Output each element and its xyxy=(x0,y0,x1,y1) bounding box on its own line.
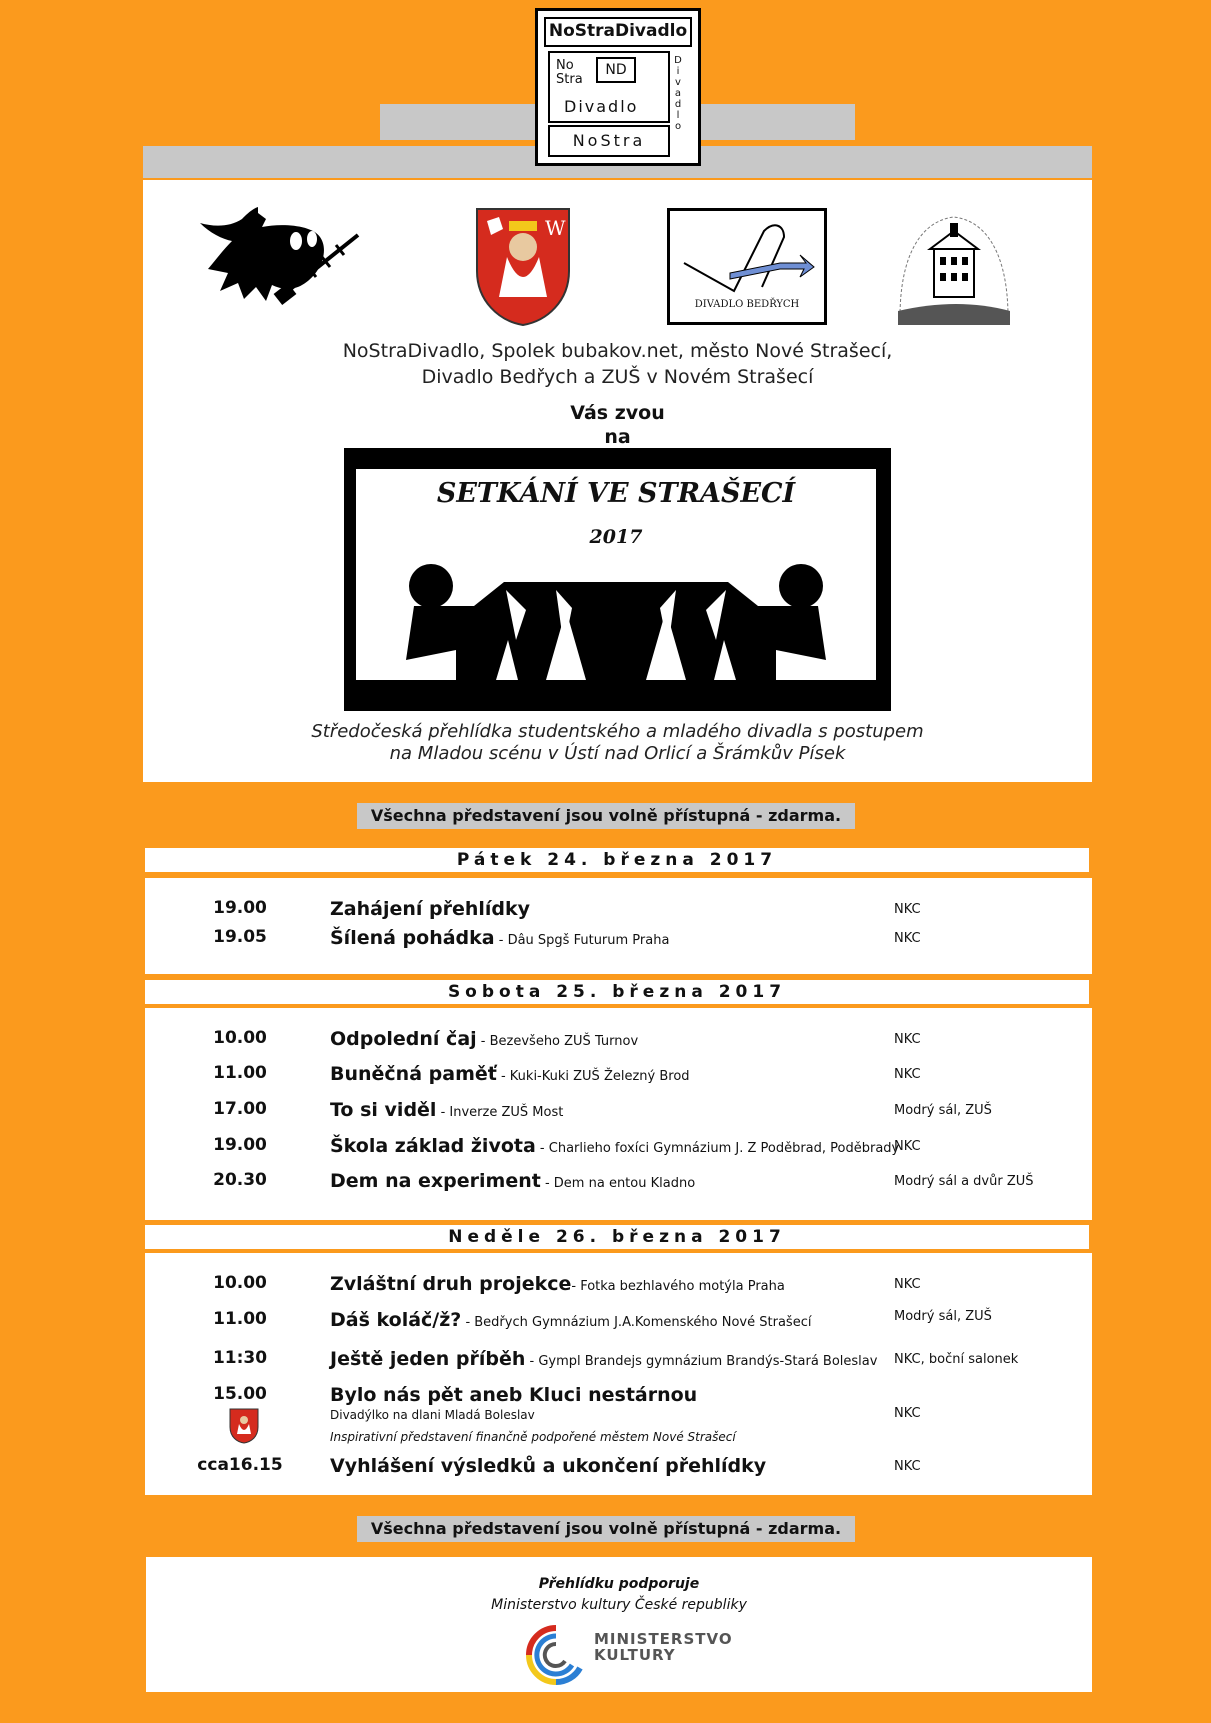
event-title: Bylo nás pět aneb Kluci nestárnou xyxy=(330,1384,698,1406)
divadlo-bedrych-logo xyxy=(667,208,827,325)
event-title: Dáš koláč/ž? - Bedřych Gymnázium J.A.Komenského Nové Strašecí xyxy=(330,1309,812,1331)
coat-of-arms-icon xyxy=(475,207,571,327)
invite-text: Vás zvou na xyxy=(570,402,665,448)
event-place: NKC xyxy=(894,902,921,917)
event-time: 19.00 xyxy=(213,1135,267,1155)
event-time: 15.00 xyxy=(213,1384,267,1404)
schedule-saturday xyxy=(145,1008,1092,1220)
poster-year: 2017 xyxy=(589,526,643,548)
event-place: NKC xyxy=(894,1459,921,1474)
event-time: 20.30 xyxy=(213,1170,267,1190)
event-title: Odpolední čaj - Bezevšeho ZUŠ Turnov xyxy=(330,1028,639,1050)
event-time: 19.05 xyxy=(213,927,267,947)
event-place: Modrý sál, ZUŠ xyxy=(894,1103,992,1118)
coat-of-arms-small-icon xyxy=(229,1408,259,1444)
event-place: NKC xyxy=(894,1067,921,1082)
event-place: NKC xyxy=(894,1406,921,1421)
event-place: NKC, boční salonek xyxy=(894,1352,1019,1367)
organizers-text: NoStraDivadlo, Spolek bubakov.net, město Nové Strašecí, Divadlo Bedřych a ZUŠ v Novém Strašecí xyxy=(342,340,893,388)
schedule-friday xyxy=(145,878,1092,974)
event-place: NKC xyxy=(894,1032,921,1047)
logo-no-stra: No Stra xyxy=(556,58,583,87)
event-place: NKC xyxy=(894,931,921,946)
event-title: Zahájení přehlídky xyxy=(330,898,531,920)
support-title: Přehlídku podporuje xyxy=(538,1576,700,1592)
event-time: 10.00 xyxy=(213,1028,267,1048)
ministry-of-culture-logo-icon xyxy=(525,1624,587,1686)
event-group: Divadýlko na dlani Mladá Boleslav xyxy=(330,1408,535,1422)
logo-nd: ND xyxy=(596,57,636,83)
event-title: Zvláštní druh projekce- Fotka bezhlavého motýla Praha xyxy=(330,1273,785,1295)
logo-title: NoStraDivadlo xyxy=(544,17,692,47)
logo-nostra: NoStra xyxy=(548,125,670,157)
event-time: 11:30 xyxy=(212,1348,268,1368)
event-place: NKC xyxy=(894,1139,921,1154)
festival-subtitle: Středočeská přehlídka studentského a mladého divadla s postupem na Mladou scénu v Ústí nad Orlicí a Šrámkův Písek xyxy=(311,721,924,764)
bedrych-caption: DIVADLO BEDŘYCH xyxy=(694,299,800,310)
event-title: To si viděl - Inverze ZUŠ Most xyxy=(330,1099,564,1121)
event-title: Šílená pohádka - Dâu Spgš Futurum Praha xyxy=(330,927,670,949)
day-heading-friday: Pátek 24. března 2017 xyxy=(145,848,1089,872)
logo-inner-box xyxy=(548,51,670,123)
nostradivadlo-logo xyxy=(535,8,701,166)
support-org: Ministerstvo kultury České republiky xyxy=(491,1597,747,1613)
ghost-icon xyxy=(188,205,364,323)
silhouettes-icon xyxy=(356,556,876,680)
day-heading-saturday: Sobota 25. března 2017 xyxy=(145,980,1089,1004)
event-time: 19.00 xyxy=(213,898,267,918)
logo-divadlo: Divadlo xyxy=(564,97,639,116)
event-note: Inspirativní představení finančně podpořené městem Nové Strašecí xyxy=(330,1430,736,1444)
event-title: Škola základ života - Charlieho foxíci Gymnázium J. Z Poděbrad, Poděbrady xyxy=(330,1135,900,1157)
event-place: Modrý sál, ZUŠ xyxy=(894,1309,992,1324)
event-title: Dem na experiment - Dem na entou Kladno xyxy=(330,1170,696,1192)
event-place: Modrý sál a dvůr ZUŠ xyxy=(894,1174,1034,1189)
svg-text:W: W xyxy=(545,216,566,240)
logo-vertical-text: D i v a d l o xyxy=(674,55,682,132)
bedrych-drawing-icon xyxy=(670,217,824,297)
free-entry-notice-bottom: Všechna představení jsou volně přístupná - zdarma. xyxy=(357,1516,855,1542)
event-time: 11.00 xyxy=(213,1309,267,1329)
zus-school-icon xyxy=(890,207,1018,331)
event-time: 11.00 xyxy=(213,1063,267,1083)
poster-title: SETKÁNÍ VE STRAŠECÍ xyxy=(436,478,796,509)
day-heading-sunday: Neděle 26. března 2017 xyxy=(145,1225,1089,1249)
event-time: cca16.15 xyxy=(197,1455,283,1475)
event-title: Buněčná paměť - Kuki-Kuki ZUŠ Železný Brod xyxy=(330,1063,690,1085)
free-entry-notice-top: Všechna představení jsou volně přístupná - zdarma. xyxy=(357,803,855,829)
event-title: Vyhlášení výsledků a ukončení přehlídky xyxy=(330,1455,767,1477)
schedule-sunday xyxy=(145,1253,1092,1495)
event-place: NKC xyxy=(894,1277,921,1292)
ministry-logo-text: MINISTERSTVO KULTURY xyxy=(594,1630,733,1664)
event-time: 10.00 xyxy=(213,1273,267,1293)
event-title: Ještě jeden příběh - Gympl Brandejs gymnázium Brandýs-Stará Boleslav xyxy=(330,1348,878,1370)
event-time: 17.00 xyxy=(213,1099,267,1119)
